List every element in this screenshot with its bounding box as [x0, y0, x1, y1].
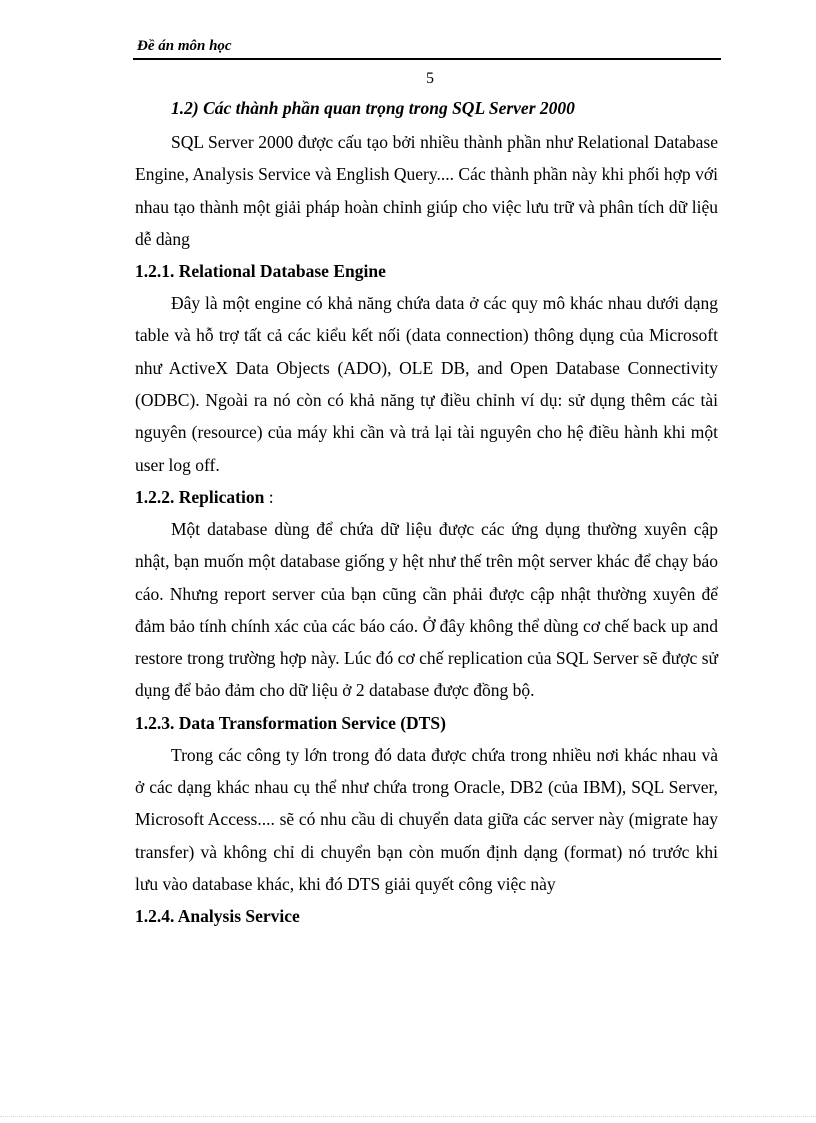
- subsection-heading-replication-suffix: :: [264, 486, 274, 507]
- paragraph-replication: Một database dùng để chứa dữ liệu được các ứng dụng thường xuyên cập nhật, bạn muốn một database giống y hệt như thế trên một server khác để chạy báo cáo. Nhưng report server của bạn cũng cần phải được cập nhật thường xuyên để đảm bảo tính chính xác của các báo cáo. Ở đây không thể dùng cơ chế back up and restore trong trường hợp này. Lúc đó cơ chế replication của SQL Server sẽ được sử dụng để bảo đảm cho dữ liệu ở 2 database được đồng bộ.: [135, 518, 718, 701]
- document-header-title: Đề án môn học: [137, 38, 232, 54]
- page-number: 5: [426, 70, 434, 87]
- paragraph-relational-database-engine: Đây là một engine có khả năng chứa data ở các quy mô khác nhau dưới dạng table và hỗ trợ tất cả các kiểu kết nối (data connection) thông dụng của Microsoft như ActiveX Data Objects (ADO), OLE DB, and Open Database Connectivity (ODBC). Ngoài ra nó còn có khả năng tự điều chỉnh ví dụ: sử dụng thêm các tài nguyên (resource) của máy khi cần và trả lại tài nguyên cho hệ điều hành khi một user log off.: [135, 293, 718, 475]
- paragraph-intro: SQL Server 2000 được cấu tạo bởi nhiều thành phần như Relational Database Engine, Analysis Service và English Query.... Các thành phần này khi phối hợp với nhau tạo thành một giải pháp hoàn chỉnh giúp cho việc lưu trữ và phân tích dữ liệu dễ dàng: [135, 132, 718, 249]
- section-title: 1.2) Các thành phần quan trọng trong SQL Server 2000: [171, 98, 575, 118]
- paragraph-dts: Trong các công ty lớn trong đó data được chứa trong nhiều nơi khác nhau và ở các dạng khác nhau cụ thể như chứa trong Oracle, DB2 (của IBM), SQL Server, Microsoft Access.... sẽ có nhu cầu di chuyển data giữa các server này (migrate hay transfer) và không chỉ di chuyển bạn còn muốn định dạng (format) nó trước khi lưu vào database khác, khi đó DTS giải quyết công việc này: [135, 744, 718, 894]
- document-body: [135, 96, 718, 932]
- page-bottom-divider: [0, 1116, 816, 1117]
- subsection-heading-relational-database-engine: 1.2.1. Relational Database Engine: [135, 261, 386, 282]
- subsection-heading-replication: [135, 481, 718, 513]
- subsection-heading-analysis-service: 1.2.4. Analysis Service: [135, 906, 300, 927]
- header-divider: [133, 58, 721, 60]
- subsection-heading-dts: 1.2.3. Data Transformation Service (DTS): [135, 712, 446, 733]
- subsection-heading-replication-text: 1.2.2. Replication: [135, 486, 265, 507]
